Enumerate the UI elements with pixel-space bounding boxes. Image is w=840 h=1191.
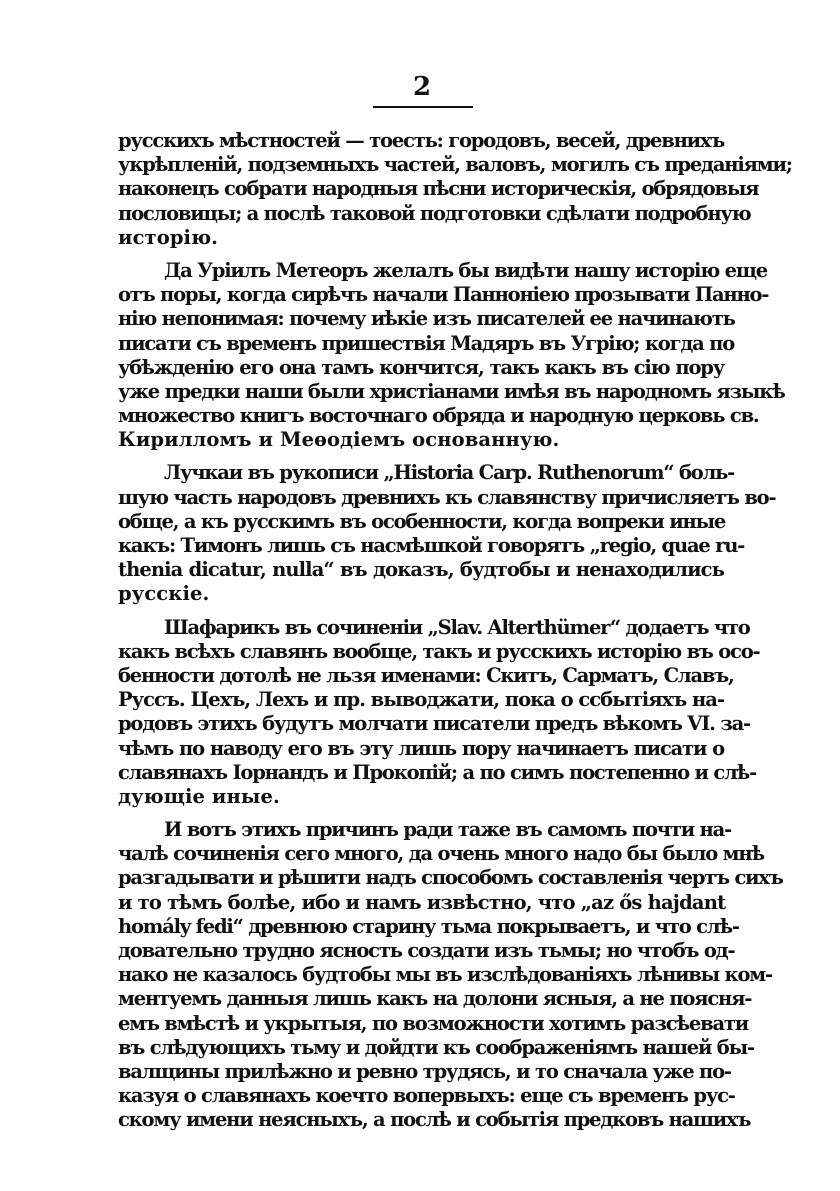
text-line: емъ вмѣстѣ и укрытыя, по возможности хотимъ разсѣевати [118,1011,749,1035]
header-rule [373,106,473,108]
text-line: валщины прилѣжно и ревно трудясь, и то сначала уже по- [118,1059,731,1083]
paragraph-1 [118,129,792,250]
body-text [118,129,792,1133]
text-line: исторію. [118,225,219,249]
paragraph-5 [118,818,783,1132]
text-line: укрѣпленій, подземныхъ частей, валовъ, могилъ съ преданіями; [118,153,792,177]
text-line: бенности дотолѣ не льзя именами: Скитъ, Сарматъ, Славъ, [118,663,734,687]
text-line: и то тѣмъ болѣе, ибо и намъ извѣстно, что „az ős hajdant [118,890,726,914]
text-line: въ слѣдующихъ тьму и дойдти къ соображеніямъ нашей бы- [118,1035,754,1059]
text-line: писати съ временъ пришествія Мадяръ въ Угрію; когда по [118,331,735,355]
text-line: русскихъ мѣстностей — тоесть: городовъ, весей, древнихъ [118,129,725,152]
text-line: пословицы; а послѣ таковой подготовки сдѣлати подробную [118,201,751,225]
text-line: казуя о славянахъ коечто вопервыхъ: еще съ временъ рус- [118,1084,735,1108]
text-line: родовъ этихъ будутъ молчати писатели предъ вѣкомъ VI. за- [118,712,750,736]
text-line: нію непонимая: почему иѣкіе изъ писателей ее начинають [118,307,735,331]
text-line: какъ всѣхъ славянъ вообще, такъ и русскихъ исторію въ осо- [118,639,760,663]
text-line: уже предки наши были христіанами имѣя въ народномъ языкѣ [118,379,785,403]
text-line: множество книгъ восточнаго обряда и народную церковь св. [118,404,759,428]
text-line: скому имени неясныхъ, а послѣ и событія предковъ нашихъ [118,1108,751,1132]
text-line: нако не казалось будтобы мы въ изслѣдованіяхъ лѣнивы ком- [118,963,772,987]
text-line: Лучкаи въ рукописи „Historia Carp. Ruthenorum“ боль- [164,461,735,485]
text-line: довательно трудно ясность создати изъ тьмы; но чтобъ од- [118,939,735,962]
text-line: славянахъ Іорнандъ и Прокопій; а по симъ постепенно и слѣ- [118,760,756,784]
text-line: разгадывати и рѣшити надъ способомъ составленія чертъ сихъ [118,866,783,890]
paragraph-2 [118,258,785,453]
text-line: Руссъ. Цехъ, Лехъ и пр. выводжати, пока о ссбытіяхъ на- [118,688,724,712]
text-line: обще, а къ русскимъ въ особенности, когда вопреки иные [118,509,726,533]
text-line: Да Уріилъ Метеоръ желалъ бы видѣти нашу исторію еще [164,258,767,282]
text-line: дующіе иные. [118,784,280,808]
text-line: Кирилломъ и Меѳодіемъ основанную. [118,428,560,452]
text-line: thenia dicatur, nulla“ въ доказъ, будтобы и ненаходились [118,558,724,582]
paragraph-3 [118,461,776,606]
page-number: 2 [412,72,432,102]
text-line: И вотъ этихъ причинъ ради таже въ самомъ почти на- [164,818,731,842]
text-line: homály fedi“ древнюю старину тьма покрываетъ, и что слѣ- [118,914,739,938]
text-line: чалѣ сочиненія сего много, да очень много надо бы было мнѣ [118,842,764,866]
text-line: Шафарикъ въ сочиненіи „Slav. Alterthümer“ додаетъ что [164,615,750,639]
text-line: чѣмъ по наводу его въ эту лишь пору начинаетъ писати о [118,736,724,760]
text-line: наконецъ собрати народныя пѣсни историческія, обрядовыя [118,177,759,201]
text-line: ментуемъ данныя лишь какъ на долони ясныя, а не поясня- [118,987,752,1011]
paragraph-4 [118,615,760,810]
text-line: русскіе. [118,582,210,606]
text-line: какъ: Тимонъ лишь съ насмѣшкой говорятъ „regio, quae ru- [118,534,745,557]
text-line: убѣжденію его она тамъ кончится, такъ какъ въ сію пору [118,355,724,379]
text-line: отъ поры, когда сирѣчъ начали Панноніею прозывати Панно- [118,283,769,307]
text-line: шую часть народовъ древнихъ къ славянству причисляетъ во- [118,485,776,509]
